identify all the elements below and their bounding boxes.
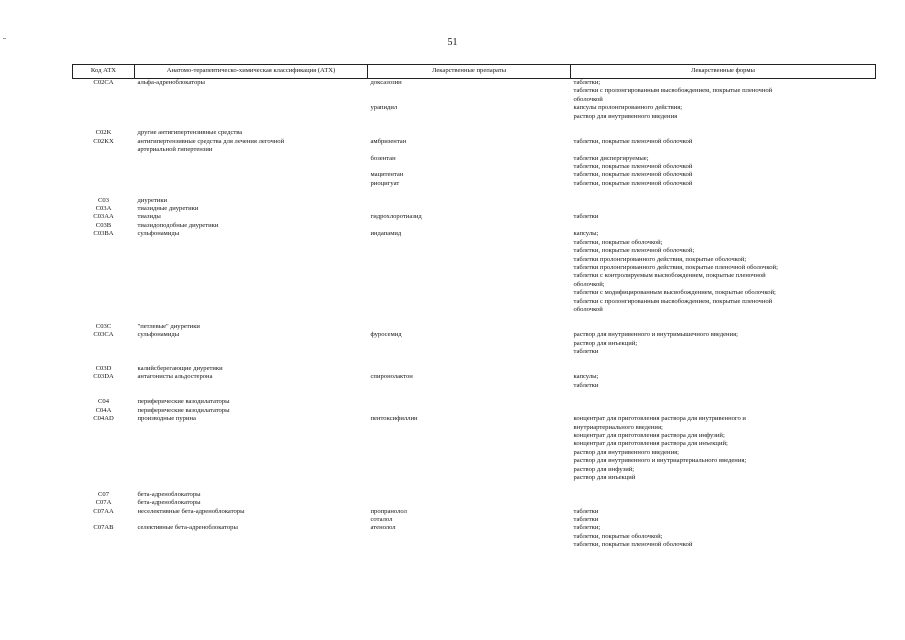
cell-classification — [135, 104, 368, 112]
table-row — [73, 213, 876, 221]
cell-code — [73, 424, 135, 432]
table-row — [73, 491, 876, 499]
cell-classification: сульфонамиды — [137, 230, 180, 238]
table-row — [73, 432, 876, 440]
cell-classification: бета-адреноблокаторы — [137, 499, 201, 507]
cell-code — [73, 289, 135, 297]
table-body — [73, 79, 876, 550]
cell-drug — [368, 398, 571, 406]
table-row — [73, 508, 876, 516]
header-drugs: Лекарственные препараты — [368, 65, 571, 79]
cell-drug — [368, 272, 571, 280]
cell-form: раствор для инъекций — [573, 474, 636, 482]
cell-code — [73, 272, 135, 280]
cell-classification — [135, 155, 368, 163]
cell-drug: индапамид — [370, 230, 402, 238]
cell-code — [73, 171, 135, 179]
cell-code — [73, 247, 135, 255]
cell-classification — [135, 541, 368, 549]
cell-drug: амбризентан — [370, 137, 407, 145]
cell-form: раствор для инъекций; — [573, 339, 638, 347]
cell-drug — [368, 466, 571, 474]
cell-form — [571, 205, 876, 213]
table-row — [73, 306, 876, 314]
table-row — [73, 129, 876, 137]
cell-drug — [368, 474, 571, 482]
cell-drug — [368, 407, 571, 415]
cell-form: таблетки, покрытые пленочной оболочкой — [573, 179, 693, 187]
cell-classification: производные пурина — [137, 415, 196, 423]
cell-form: таблетки — [573, 213, 599, 221]
table-row — [73, 163, 876, 171]
cell-drug: гидрохлоротиазид — [370, 213, 422, 221]
cell-drug — [368, 264, 571, 272]
table-row — [73, 373, 876, 381]
cell-code — [73, 348, 135, 356]
table-row — [73, 180, 876, 188]
header-classification: Анатомо-терапевтическо-химическая классификация (АТХ) — [135, 65, 368, 79]
cell-code — [73, 87, 135, 95]
cell-drug: спиронолактон — [370, 373, 413, 381]
cell-form: таблетки, покрытые пленочной оболочкой — [573, 171, 693, 179]
cell-code: C04 — [98, 398, 109, 406]
cell-code — [73, 382, 135, 390]
cell-drug — [368, 306, 571, 314]
cell-drug — [368, 281, 571, 289]
cell-drug — [368, 222, 571, 230]
table-row — [73, 205, 876, 213]
cell-classification — [135, 281, 368, 289]
cell-form: капсулы; — [573, 373, 599, 381]
cell-code — [73, 180, 135, 188]
table-row — [73, 87, 876, 95]
cell-form: таблетки, покрытые пленочной оболочкой — [573, 137, 693, 145]
cell-code: C07AA — [93, 507, 114, 515]
cell-code — [73, 155, 135, 163]
cell-code — [73, 440, 135, 448]
cell-drug: пентоксифиллин — [370, 415, 418, 423]
cell-code — [73, 533, 135, 541]
cell-classification — [135, 163, 368, 171]
cell-code — [73, 474, 135, 482]
cell-classification: альфа-адреноблокаторы — [137, 79, 205, 86]
cell-drug — [368, 298, 571, 306]
cell-classification — [135, 264, 368, 272]
cell-code: C04A — [95, 406, 112, 414]
cell-drug — [368, 247, 571, 255]
cell-drug: риоцигуат — [370, 179, 400, 187]
cell-form: таблетки, покрытые пленочной оболочкой — [573, 541, 693, 549]
table-row — [73, 449, 876, 457]
cell-classification: неселективные бета-адреноблокаторы — [137, 507, 245, 515]
cell-drug — [368, 432, 571, 440]
cell-form: капсулы; — [573, 230, 599, 238]
cell-form: таблетки с пролонгированным высвобождением, покрытые пленочной — [573, 87, 773, 95]
cell-classification — [135, 87, 368, 95]
table-row — [73, 256, 876, 264]
table-row — [73, 264, 876, 272]
cell-classification — [135, 247, 368, 255]
cell-code: C03D — [95, 364, 112, 372]
cell-classification: антагонисты альдостерона — [137, 373, 213, 381]
cell-form: таблетки пролонгированного действия, покрытые пленочной оболочкой; — [573, 263, 778, 271]
table-row — [73, 365, 876, 373]
table-row — [73, 272, 876, 280]
cell-code — [73, 449, 135, 457]
cell-form — [571, 491, 876, 499]
cell-form: раствор для внутривенного введения — [573, 112, 678, 120]
spacer-cell — [73, 390, 876, 398]
cell-classification — [135, 449, 368, 457]
cell-code: C03BA — [93, 230, 114, 238]
table-row — [73, 415, 876, 423]
table-row — [73, 541, 876, 549]
cell-drug — [368, 256, 571, 264]
cell-drug — [368, 129, 571, 137]
table-row — [73, 247, 876, 255]
cell-classification — [135, 440, 368, 448]
cell-code: C03AA — [93, 213, 114, 221]
table-row — [73, 222, 876, 230]
cell-classification: артериальной гипертензии — [137, 146, 213, 154]
cell-code: C03 — [98, 196, 109, 204]
cell-drug: фуросемид — [370, 331, 402, 339]
cell-code — [73, 113, 135, 121]
table-row — [73, 197, 876, 205]
cell-drug: соталол — [370, 516, 393, 524]
atx-table — [72, 64, 876, 550]
cell-classification — [135, 348, 368, 356]
cell-classification — [135, 382, 368, 390]
cell-code: C03A — [95, 205, 112, 213]
spacer-cell — [73, 356, 876, 364]
cell-code: C03CA — [93, 331, 114, 339]
table-row — [73, 289, 876, 297]
spacer-row — [73, 390, 876, 398]
cell-code: C02K — [95, 129, 112, 137]
cell-form: таблетки, покрытые пленочной оболочкой; — [573, 247, 695, 255]
table-row — [73, 424, 876, 432]
table-row — [73, 239, 876, 247]
cell-form: концентрат для приготовления раствора для инъекций; — [573, 440, 728, 448]
cell-code — [73, 281, 135, 289]
table-row — [73, 230, 876, 238]
cell-classification: тиазиды — [137, 213, 161, 221]
page-number: 51 — [447, 37, 458, 48]
spacer-cell — [73, 188, 876, 196]
cell-code: C07A — [95, 499, 112, 507]
cell-classification: периферические вазодилататоры — [137, 406, 230, 414]
table-row — [73, 474, 876, 482]
cell-classification — [135, 340, 368, 348]
spacer-cell — [73, 121, 876, 129]
cell-form — [571, 146, 876, 154]
cell-drug: бозентан — [370, 154, 396, 162]
spacer-cell — [73, 314, 876, 322]
cell-classification — [135, 171, 368, 179]
cell-code: C03DA — [93, 373, 114, 381]
cell-drug — [368, 348, 571, 356]
cell-form: таблетки, покрытые оболочкой; — [573, 532, 663, 540]
cell-code — [73, 163, 135, 171]
cell-classification — [135, 239, 368, 247]
table-row — [73, 323, 876, 331]
cell-drug — [368, 197, 571, 205]
cell-classification — [135, 424, 368, 432]
spacer-row — [73, 356, 876, 364]
cell-form: оболочкой; — [573, 280, 605, 288]
cell-drug — [368, 382, 571, 390]
cell-drug — [368, 96, 571, 104]
cell-classification — [135, 432, 368, 440]
cell-classification — [135, 272, 368, 280]
table-row — [73, 104, 876, 112]
cell-code: C03B — [95, 221, 112, 229]
spacer-row — [73, 482, 876, 490]
table-row — [73, 440, 876, 448]
table-row — [73, 407, 876, 415]
cell-form: таблетки — [573, 507, 599, 515]
table-row — [73, 171, 876, 179]
cell-form: таблетки с контролируемым высвобождением, покрытые пленочной — [573, 272, 766, 280]
cell-code: C02KX — [93, 137, 114, 145]
cell-code: C07AB — [93, 524, 114, 532]
spacer-cell — [73, 482, 876, 490]
cell-classification: селективные бета-адреноблокаторы — [137, 524, 238, 532]
table-row — [73, 138, 876, 146]
cell-form: таблетки — [573, 347, 599, 355]
cell-code — [73, 264, 135, 272]
cell-classification: диуретики — [137, 196, 168, 204]
cell-classification: тиазидные диуретики — [137, 205, 199, 213]
table-row — [73, 113, 876, 121]
cell-drug — [368, 87, 571, 95]
table-row — [73, 146, 876, 154]
cell-drug — [368, 239, 571, 247]
cell-form — [571, 365, 876, 373]
cell-code: C07 — [98, 490, 109, 498]
cell-classification — [135, 533, 368, 541]
cell-form — [571, 499, 876, 507]
cell-code — [73, 457, 135, 465]
cell-form: внутриартериального введения; — [573, 423, 663, 431]
cell-drug — [368, 457, 571, 465]
cell-classification: бета-адреноблокаторы — [137, 490, 201, 498]
cell-drug — [368, 440, 571, 448]
cell-drug — [368, 289, 571, 297]
cell-code — [73, 256, 135, 264]
cell-form: таблетки; — [573, 524, 601, 532]
table-row — [73, 382, 876, 390]
cell-classification — [135, 306, 368, 314]
cell-form: раствор для внутривенного введения; — [573, 448, 679, 456]
cell-drug: пропранолол — [370, 507, 407, 515]
cell-form: таблетки — [573, 516, 599, 524]
cell-code — [73, 298, 135, 306]
cell-drug — [368, 113, 571, 121]
cell-drug — [368, 541, 571, 549]
cell-form: концентрат для приготовления раствора для внутривенного и — [573, 415, 746, 423]
cell-drug — [368, 491, 571, 499]
spacer-row — [73, 314, 876, 322]
cell-drug — [368, 365, 571, 373]
cell-form: раствор для внутривенного и внутриартериального введения; — [573, 457, 747, 465]
cell-form: таблетки с модифицированным высвобождением, покрытые оболочкой; — [573, 289, 776, 297]
cell-classification — [135, 113, 368, 121]
cell-code — [73, 239, 135, 247]
table-row — [73, 398, 876, 406]
cell-drug — [368, 424, 571, 432]
cell-form — [571, 323, 876, 331]
cell-classification: сульфонамиды — [137, 331, 180, 339]
cell-code: C02CA — [93, 79, 114, 86]
cell-classification — [135, 457, 368, 465]
cell-drug — [368, 163, 571, 171]
table-row — [73, 524, 876, 532]
cell-classification: калийсберегающие диуретики — [137, 364, 223, 372]
table-header — [73, 65, 876, 79]
table-row — [73, 348, 876, 356]
header-code: Код АТХ — [73, 65, 135, 79]
cell-form: концентрат для приготовления раствора для инфузий; — [573, 431, 725, 439]
cell-classification: другие антигипертензивные средства — [137, 129, 243, 137]
table-row — [73, 79, 876, 88]
cell-drug — [368, 533, 571, 541]
cell-code — [73, 306, 135, 314]
cell-form: таблетки диспергируемые; — [573, 154, 649, 162]
cell-form — [571, 398, 876, 406]
spacer-row — [73, 121, 876, 129]
cell-form: таблетки с пролонгированным высвобождением, покрытые пленочной — [573, 297, 773, 305]
cell-code — [73, 96, 135, 104]
table-row — [73, 96, 876, 104]
cell-classification: периферические вазодилататоры — [137, 398, 230, 406]
cell-code: C04AD — [93, 415, 114, 423]
cell-drug: мацитентан — [370, 171, 404, 179]
table-row — [73, 298, 876, 306]
cell-form: капсулы пролонгированного действия; — [573, 104, 683, 112]
cell-code — [73, 432, 135, 440]
cell-form — [571, 197, 876, 205]
cell-drug: урапидил — [370, 104, 398, 112]
cell-form: таблетки пролонгированного действия, покрытые оболочкой; — [573, 255, 747, 263]
table-row — [73, 155, 876, 163]
cell-classification — [135, 298, 368, 306]
cell-form: таблетки; — [573, 79, 601, 86]
cell-classification — [135, 289, 368, 297]
cell-classification: тиазидоподобные диуретики — [137, 221, 219, 229]
cell-form — [571, 129, 876, 137]
table-row — [73, 457, 876, 465]
table-row — [73, 331, 876, 339]
cell-form: таблетки — [573, 381, 599, 389]
table-row — [73, 466, 876, 474]
cell-drug — [368, 205, 571, 213]
cell-classification: "петлевые" диуретики — [137, 322, 200, 330]
cell-drug: доксазозин — [370, 79, 402, 86]
table-row — [73, 516, 876, 524]
cell-classification — [135, 180, 368, 188]
cell-classification — [135, 474, 368, 482]
cell-form: раствор для внутривенного и внутримышечного введения; — [573, 331, 738, 339]
table-row — [73, 340, 876, 348]
cell-classification — [135, 516, 368, 524]
cell-classification: антигипертензивные средства для лечения легочной — [137, 137, 285, 145]
cell-drug — [368, 499, 571, 507]
cell-code — [73, 541, 135, 549]
cell-code — [73, 146, 135, 154]
cell-drug — [368, 323, 571, 331]
cell-drug — [368, 146, 571, 154]
cell-form: оболочкой — [573, 95, 603, 103]
cell-classification — [135, 96, 368, 104]
cell-classification — [135, 256, 368, 264]
table-row — [73, 533, 876, 541]
cell-form: оболочкой — [573, 305, 603, 313]
cell-form — [571, 407, 876, 415]
cell-drug: атенолол — [370, 524, 396, 532]
header-forms: Лекарственные формы — [571, 65, 876, 79]
spacer-row — [73, 188, 876, 196]
table-row — [73, 281, 876, 289]
cell-drug — [368, 449, 571, 457]
cell-form: раствор для инфузий; — [573, 465, 635, 473]
cell-code — [73, 340, 135, 348]
cell-form: таблетки, покрытые оболочкой; — [573, 238, 663, 246]
cell-drug — [368, 340, 571, 348]
cell-code — [73, 104, 135, 112]
table-row — [73, 499, 876, 507]
cell-form: таблетки, покрытые пленочной оболочкой — [573, 163, 693, 171]
cell-code — [73, 516, 135, 524]
cell-code — [73, 466, 135, 474]
cell-form — [571, 222, 876, 230]
cell-classification — [135, 466, 368, 474]
cell-code: C03C — [95, 322, 112, 330]
